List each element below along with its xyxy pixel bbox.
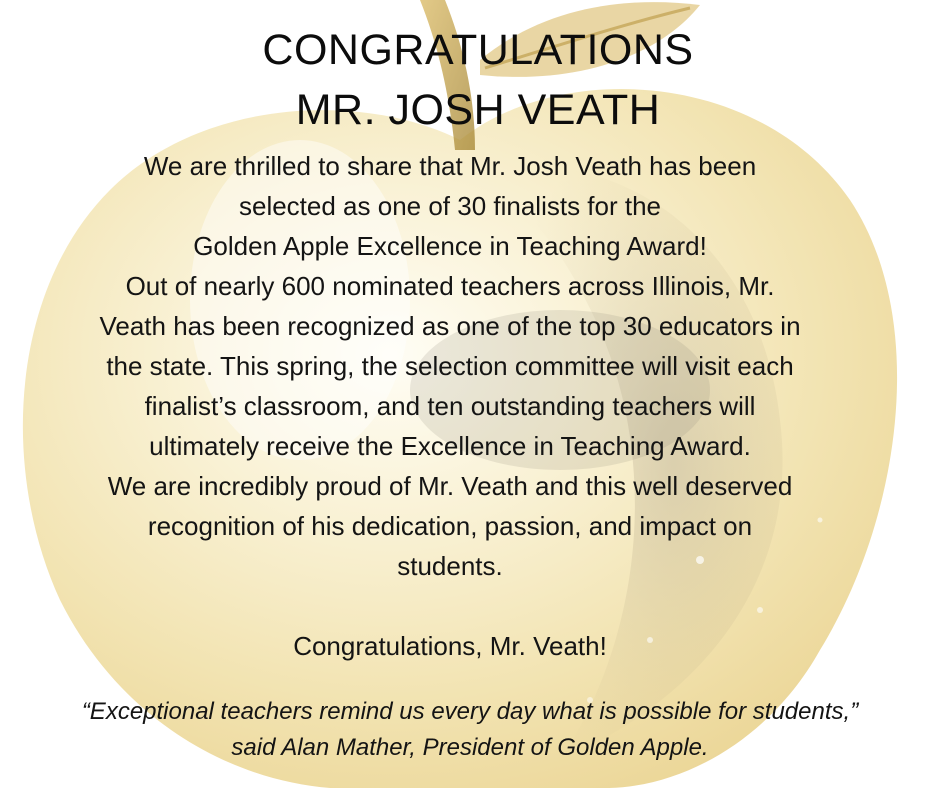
announcement-line: the state. This spring, the selection committee will visit each (106, 351, 794, 381)
announcement-line: recognition of his dedication, passion, and impact on (147, 511, 753, 541)
closing-congratulations: Congratulations, Mr. Veath! (293, 631, 607, 661)
announcement-line: We are incredibly proud of Mr. Veath and this well deserved (107, 471, 793, 501)
announcement-line: finalist’s classroom, and ten outstanding teachers will (144, 391, 756, 421)
announcement-line: Golden Apple Excellence in Teaching Award! (193, 231, 707, 261)
announcement-line: Out of nearly 600 nominated teachers across Illinois, Mr. (125, 271, 775, 301)
headline-honoree-name: MR. JOSH VEATH (295, 86, 661, 134)
announcement-line: Veath has been recognized as one of the top 30 educators in (99, 311, 801, 341)
quote-line-1: “Exceptional teachers remind us every day what is possible for students,” (81, 698, 859, 725)
announcement-line: We are thrilled to share that Mr. Josh Veath has been (143, 151, 757, 181)
announcement-line: selected as one of 30 finalists for the (238, 191, 662, 221)
announcement-line: students. (397, 551, 503, 581)
headline-congratulations: CONGRATULATIONS (262, 26, 694, 74)
announcement-line: ultimately receive the Excellence in Teaching Award. (149, 431, 751, 461)
quote-attribution: said Alan Mather, President of Golden Apple. (231, 734, 709, 761)
